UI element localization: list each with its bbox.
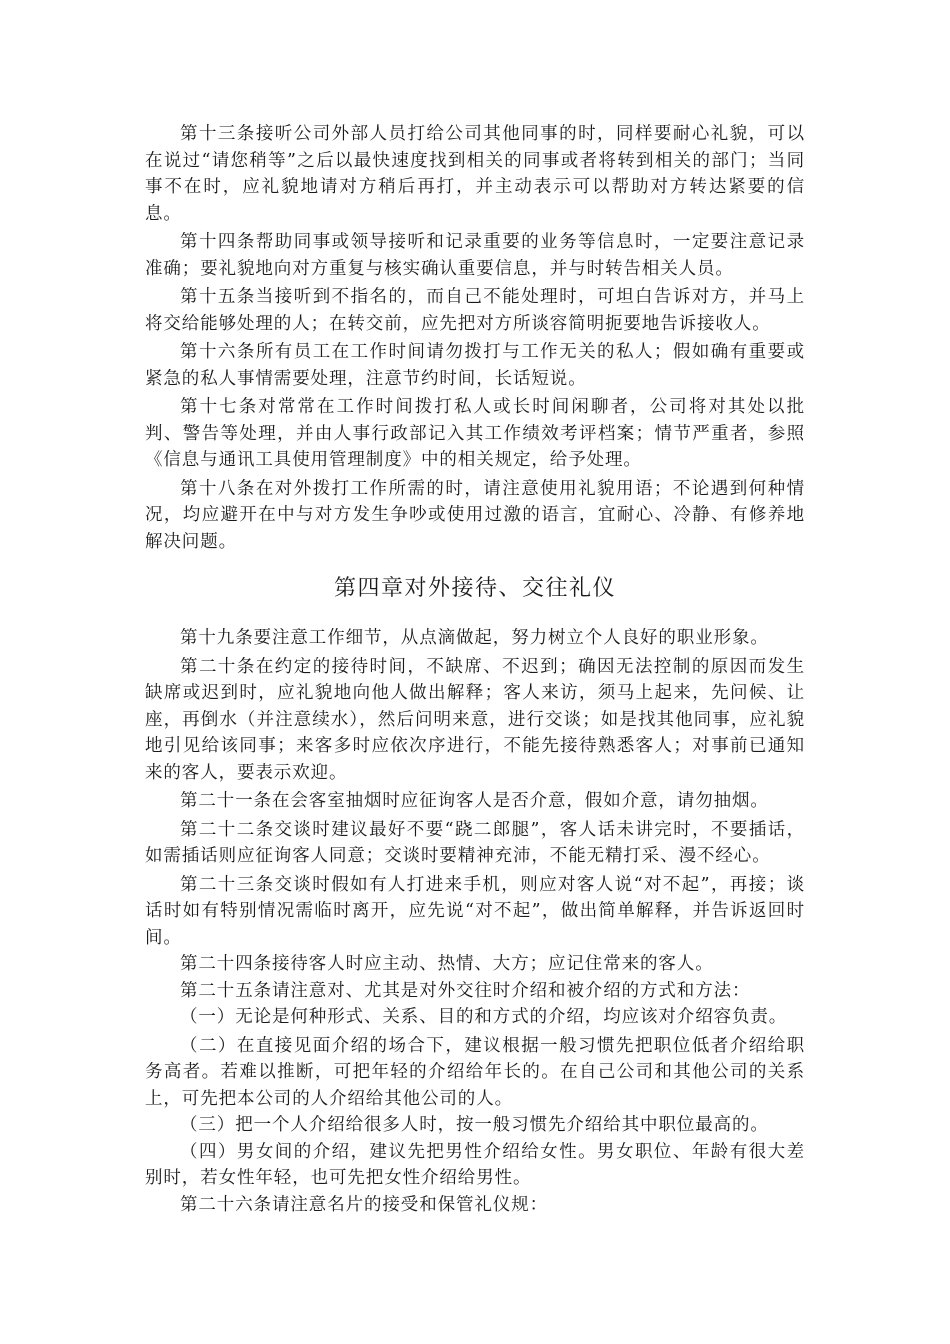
article-24: 第二十四条接待客人时应主动、热情、大方；应记住常来的客人。 (180, 954, 714, 974)
article-13: 第十三条接听公司外部人员打给公司其他同事的时，同样要耐心礼貌，可以在说过“请您稍等”之后以最快速度找到相关的同事或者将转到相关的部门；当同事不在时，应礼貌地请对方稍后再打，并主动表示可以帮助对方转达紧要的信息。 (145, 124, 805, 224)
article-26: 第二十六条请注意名片的接受和保管礼仪规： (180, 1194, 548, 1215)
article-25-item-1: （一）无论是何种形式、关系、目的和方式的介绍，均应该对介绍容负责。 (180, 1007, 788, 1027)
article-18: 第十八条在对外拨打工作所需的时，请注意使用礼貌用语；不论遇到何种情况，均应避开在中与对方发生争吵或使用过激的语言，宜耐心、冷静、有修养地解决问题。 (145, 478, 805, 552)
section-regulations-19-26 (145, 625, 805, 1218)
article-17: 第十七条对常常在工作时间拨打私人或长时间闲聊者，公司将对其处以批判、警告等处理，并由人事行政部记入其工作绩效考评档案；情节严重者，参照《信息与通讯工具使用管理制度》中的相关规定，给予处理。 (145, 397, 805, 470)
article-25-item-3: （三）把一个人介绍给很多人时，按一般习惯先介绍给其中职位最高的。 (180, 1115, 769, 1135)
article-22: 第二十二条交谈时建议最好不要“跷二郎腿”，客人话未讲完时，不要插话，如需插话则应征询客人同意；交谈时要精神充沛，不能无精打采、漫不经心。 (145, 819, 805, 866)
chapter-title: 第四章对外接待、交往礼仪 (333, 576, 616, 601)
article-19: 第十九条要注意工作细节，从点滴做起，努力树立个人良好的职业形象。 (180, 628, 769, 648)
article-25: 第二十五条请注意对、尤其是对外交往时介绍和被介绍的方式和方法： (180, 980, 751, 1001)
article-23: 第二十三条交谈时假如有人打进来手机，则应对客人说“对不起”，再接；谈话时如有特别情况需临时离开，应先说“对不起”，做出简单解释，并告诉返回时间。 (145, 874, 805, 948)
article-16: 第十六条所有员工在工作时间请勿拨打与工作无关的私人；假如确有重要或紧急的私人事情需要处理，注意节约时间，长话短说。 (145, 342, 805, 389)
article-21: 第二十一条在会客室抽烟时应征询客人是否介意，假如介意，请勿抽烟。 (180, 791, 769, 811)
article-14: 第十四条帮助同事或领导接听和记录重要的业务等信息时，一定要注意记录准确；要礼貌地向对方重复与核实确认重要信息，并与时转告相关人员。 (145, 232, 805, 279)
article-20: 第二十条在约定的接待时间，不缺席、不迟到；确因无法控制的原因而发生缺席或迟到时，应礼貌地向他人做出解释；客人来访，须马上起来，先问候、让座，再倒水（并注意续水），然后问明来意，进行交谈；如是找其他同事，应礼貌地引见给该同事；来客多时应依次序进行，不能先接待熟悉客人；对事前已通知来的客人，要表示欢迎。 (145, 656, 805, 783)
article-25-item-4: （四）男女间的介绍，建议先把男性介绍给女性。男女职位、年龄有很大差别时，若女性年轻，也可先把女性介绍给男性。 (145, 1141, 805, 1188)
article-25-item-2: （二）在直接见面介绍的场合下，建议根据一般习惯先把职位低者介绍给职务高者。若难以推断，可把年轻的介绍给年长的。在自己公司和其他公司的关系上，可先把本公司的人介绍给其他公司的人。 (145, 1035, 805, 1109)
document-page (145, 121, 805, 1218)
article-15: 第十五条当接听到不指名的，而自己不能处理时，可坦白告诉对方，并马上将交给能够处理的人；在转交前，应先把对方所谈容简明扼要地告诉接收人。 (145, 287, 805, 334)
section-regulations-13-18 (145, 121, 805, 555)
